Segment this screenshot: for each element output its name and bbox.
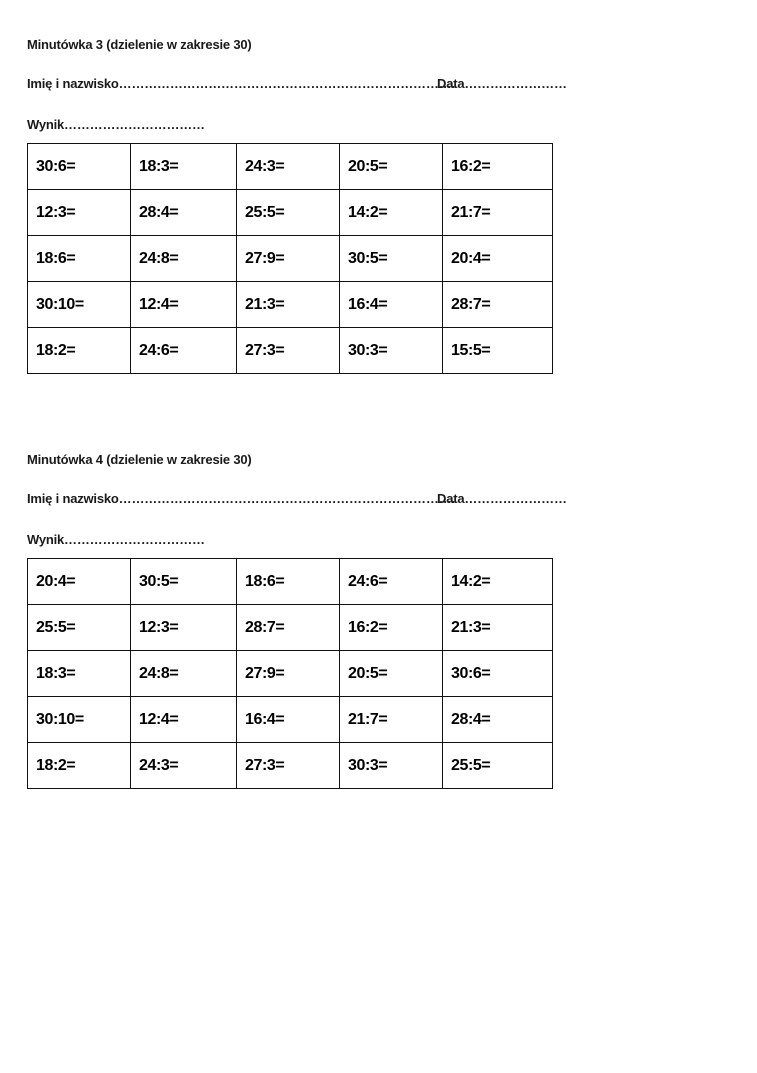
table-row — [28, 559, 553, 605]
exercise-grid — [27, 143, 553, 374]
exercise-cell: 30:3= — [340, 743, 443, 789]
exercise-cell: 27:3= — [237, 328, 340, 374]
exercise-cell: 21:3= — [443, 605, 553, 651]
exercise-cell: 30:5= — [340, 236, 443, 282]
table-row — [28, 605, 553, 651]
date-field-label: Data…………………… — [437, 76, 567, 91]
exercise-cell: 21:7= — [443, 190, 553, 236]
exercise-cell: 28:7= — [443, 282, 553, 328]
table-row — [28, 144, 553, 190]
exercise-cell: 21:7= — [340, 697, 443, 743]
name-field-label: Imię i nazwisko……………………………………………………………………. — [27, 76, 455, 91]
exercise-cell: 28:4= — [443, 697, 553, 743]
exercise-cell: 24:6= — [131, 328, 237, 374]
exercise-cell: 15:5= — [443, 328, 553, 374]
table-row — [28, 282, 553, 328]
table-row — [28, 328, 553, 374]
exercise-cell: 16:2= — [340, 605, 443, 651]
exercise-cell: 16:4= — [340, 282, 443, 328]
table-row — [28, 651, 553, 697]
exercise-cell: 20:4= — [28, 559, 131, 605]
exercise-cell: 12:4= — [131, 697, 237, 743]
exercise-cell: 24:3= — [237, 144, 340, 190]
exercise-cell: 18:6= — [28, 236, 131, 282]
table-row — [28, 190, 553, 236]
exercise-cell: 20:5= — [340, 651, 443, 697]
name-field-label: Imię i nazwisko……………………………………………………………………. — [27, 491, 455, 506]
worksheet-minutowka-3 — [27, 36, 567, 374]
exercise-cell: 25:5= — [443, 743, 553, 789]
exercise-cell: 28:7= — [237, 605, 340, 651]
exercise-cell: 24:8= — [131, 651, 237, 697]
exercise-cell: 20:4= — [443, 236, 553, 282]
exercise-cell: 16:4= — [237, 697, 340, 743]
exercise-cell: 30:3= — [340, 328, 443, 374]
exercise-cell: 18:2= — [28, 328, 131, 374]
exercise-cell: 14:2= — [340, 190, 443, 236]
exercise-cell: 30:5= — [131, 559, 237, 605]
worksheet-title: Minutówka 4 (dzielenie w zakresie 30) — [27, 452, 252, 467]
date-field-label: Data…………………… — [437, 491, 567, 506]
exercise-cell: 30:6= — [28, 144, 131, 190]
name-date-line — [27, 75, 567, 93]
exercise-cell: 12:4= — [131, 282, 237, 328]
exercise-cell: 12:3= — [131, 605, 237, 651]
exercise-cell: 18:3= — [131, 144, 237, 190]
exercise-cell: 25:5= — [28, 605, 131, 651]
exercise-cell: 18:6= — [237, 559, 340, 605]
worksheet-minutowka-4 — [27, 451, 567, 789]
exercise-cell: 24:3= — [131, 743, 237, 789]
table-row — [28, 236, 553, 282]
exercise-cell: 30:10= — [28, 282, 131, 328]
exercise-cell: 27:9= — [237, 651, 340, 697]
exercise-cell: 20:5= — [340, 144, 443, 190]
exercise-cell: 24:6= — [340, 559, 443, 605]
exercise-cell: 30:6= — [443, 651, 553, 697]
exercise-cell: 18:2= — [28, 743, 131, 789]
table-row — [28, 743, 553, 789]
exercise-cell: 27:3= — [237, 743, 340, 789]
score-field-label: Wynik…………………………… — [27, 117, 205, 132]
exercise-cell: 30:10= — [28, 697, 131, 743]
exercise-cell: 14:2= — [443, 559, 553, 605]
score-field-label: Wynik…………………………… — [27, 532, 205, 547]
exercise-cell: 21:3= — [237, 282, 340, 328]
table-row — [28, 697, 553, 743]
exercise-cell: 25:5= — [237, 190, 340, 236]
name-date-line — [27, 490, 567, 508]
worksheet-title: Minutówka 3 (dzielenie w zakresie 30) — [27, 37, 252, 52]
exercise-cell: 18:3= — [28, 651, 131, 697]
exercise-cell: 24:8= — [131, 236, 237, 282]
exercise-cell: 12:3= — [28, 190, 131, 236]
exercise-cell: 16:2= — [443, 144, 553, 190]
exercise-grid — [27, 558, 553, 789]
exercise-cell: 27:9= — [237, 236, 340, 282]
exercise-cell: 28:4= — [131, 190, 237, 236]
